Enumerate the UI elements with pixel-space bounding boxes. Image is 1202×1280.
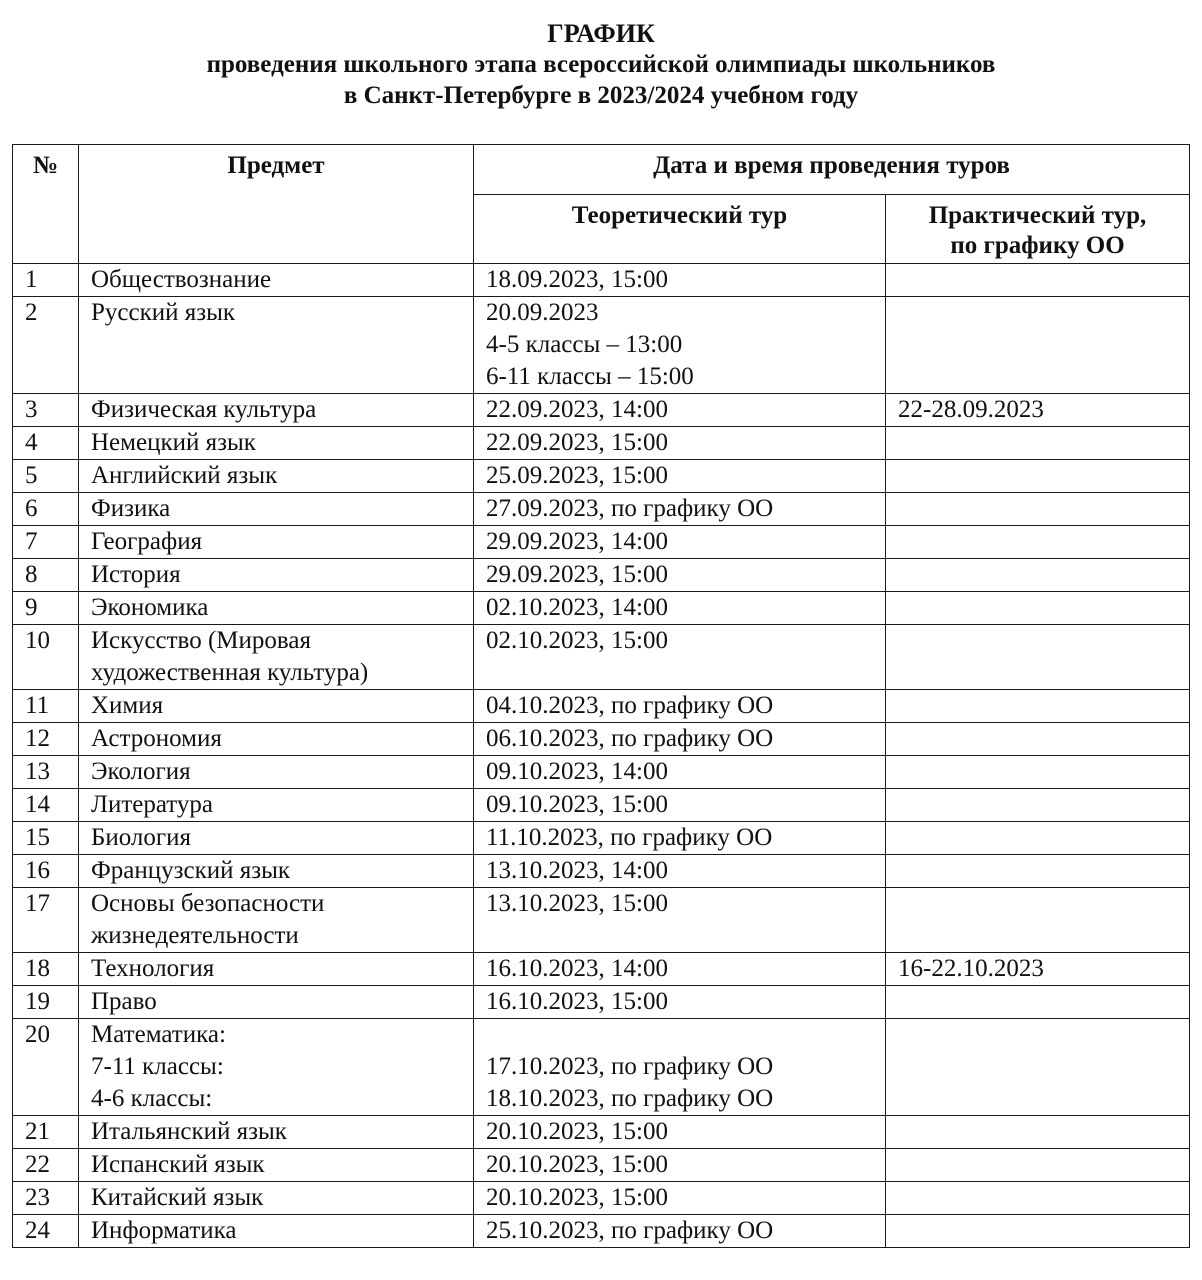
subject-cell xyxy=(79,1215,474,1248)
row-number: 24 xyxy=(13,1215,79,1248)
table-row xyxy=(13,888,1190,953)
practice-date-cell xyxy=(886,855,1190,888)
row-number: 3 xyxy=(13,394,79,427)
row-number: 23 xyxy=(13,1182,79,1215)
table-row xyxy=(13,559,1190,592)
subject-line: Химия xyxy=(91,692,164,719)
theory-date-line: 13.10.2023, 14:00 xyxy=(486,857,668,884)
row-number: 14 xyxy=(13,789,79,822)
column-header-number: № xyxy=(13,145,79,264)
theory-date-line xyxy=(486,1019,885,1051)
subject-cell xyxy=(79,493,474,526)
row-number: 15 xyxy=(13,822,79,855)
theory-date-cell xyxy=(474,953,886,986)
theory-date-line: 25.09.2023, 15:00 xyxy=(486,462,668,489)
row-number: 10 xyxy=(13,625,79,690)
subject-line: 7-11 классы: xyxy=(91,1053,224,1080)
practice-date-cell xyxy=(886,427,1190,460)
theory-date-line: 22.09.2023, 15:00 xyxy=(486,429,668,456)
theory-date-line: 09.10.2023, 14:00 xyxy=(486,758,668,785)
practice-date-cell xyxy=(886,1116,1190,1149)
theory-date-line: 20.10.2023, 15:00 xyxy=(486,1184,668,1211)
subject-cell xyxy=(79,690,474,723)
table-row xyxy=(13,822,1190,855)
row-number: 2 xyxy=(13,297,79,394)
row-number: 22 xyxy=(13,1149,79,1182)
row-number: 12 xyxy=(13,723,79,756)
row-number: 20 xyxy=(13,1019,79,1116)
subject-cell xyxy=(79,789,474,822)
theory-date-cell xyxy=(474,592,886,625)
row-number: 17 xyxy=(13,888,79,953)
schedule-table xyxy=(12,144,1190,1248)
table-row xyxy=(13,953,1190,986)
theory-date-cell xyxy=(474,789,886,822)
theory-date-line: 02.10.2023, 15:00 xyxy=(486,627,668,654)
row-number: 5 xyxy=(13,460,79,493)
theory-date-line: 6-11 классы – 15:00 xyxy=(486,363,694,390)
theory-date-line: 18.09.2023, 15:00 xyxy=(486,266,668,293)
theory-date-cell xyxy=(474,888,886,953)
subject-cell xyxy=(79,559,474,592)
table-row xyxy=(13,789,1190,822)
theory-date-line: 09.10.2023, 15:00 xyxy=(486,791,668,818)
practice-date-cell xyxy=(886,822,1190,855)
theory-date-cell xyxy=(474,427,886,460)
theory-date-cell xyxy=(474,394,886,427)
table-row xyxy=(13,460,1190,493)
subject-cell xyxy=(79,756,474,789)
subject-cell xyxy=(79,1019,474,1116)
column-header-theory: Теоретический тур xyxy=(474,195,886,264)
document-heading xyxy=(0,18,1202,111)
subject-line: Литература xyxy=(91,791,213,818)
subject-cell xyxy=(79,1182,474,1215)
table-row xyxy=(13,1116,1190,1149)
theory-date-cell xyxy=(474,986,886,1019)
subject-line: География xyxy=(91,528,203,555)
theory-date-line: 20.10.2023, 15:00 xyxy=(486,1151,668,1178)
theory-date-line: 16.10.2023, 15:00 xyxy=(486,988,668,1015)
row-number: 4 xyxy=(13,427,79,460)
practice-date-cell xyxy=(886,264,1190,297)
practice-date-cell xyxy=(886,690,1190,723)
subject-line: Физика xyxy=(91,495,171,522)
subject-cell xyxy=(79,822,474,855)
theory-date-cell xyxy=(474,460,886,493)
theory-date-cell xyxy=(474,297,886,394)
theory-date-cell xyxy=(474,723,886,756)
subject-cell xyxy=(79,526,474,559)
theory-date-line: 18.10.2023, по графику ОО xyxy=(486,1085,774,1112)
table-row xyxy=(13,493,1190,526)
theory-date-cell xyxy=(474,756,886,789)
subject-cell xyxy=(79,986,474,1019)
column-header-datetime: Дата и время проведения туров xyxy=(474,145,1190,195)
practice-date-cell: 16-22.10.2023 xyxy=(886,953,1190,986)
theory-date-cell xyxy=(474,559,886,592)
theory-date-cell xyxy=(474,822,886,855)
theory-date-line: 20.09.2023 xyxy=(486,299,599,326)
table-row xyxy=(13,1215,1190,1248)
row-number: 7 xyxy=(13,526,79,559)
subject-line: Основы безопасности xyxy=(91,890,325,917)
schedule-table-body xyxy=(13,264,1190,1248)
table-row xyxy=(13,1019,1190,1116)
row-number: 18 xyxy=(13,953,79,986)
subject-line: Экология xyxy=(91,758,191,785)
table-row xyxy=(13,297,1190,394)
theory-date-line: 17.10.2023, по графику ОО xyxy=(486,1053,774,1080)
theory-date-cell xyxy=(474,1215,886,1248)
subject-line: 4-6 классы: xyxy=(91,1085,213,1112)
row-number: 13 xyxy=(13,756,79,789)
theory-date-line: 13.10.2023, 15:00 xyxy=(486,890,668,917)
practice-date-cell xyxy=(886,723,1190,756)
row-number: 16 xyxy=(13,855,79,888)
practice-date-cell xyxy=(886,592,1190,625)
row-number: 9 xyxy=(13,592,79,625)
subject-line: Обществознание xyxy=(91,266,272,293)
practice-date-cell xyxy=(886,986,1190,1019)
subject-line: Астрономия xyxy=(91,725,222,752)
theory-date-cell xyxy=(474,264,886,297)
subject-line: Итальянский язык xyxy=(91,1118,287,1145)
subject-line: Английский язык xyxy=(91,462,278,489)
subject-line: жизнедеятельности xyxy=(91,922,299,949)
subject-cell xyxy=(79,427,474,460)
subject-cell xyxy=(79,394,474,427)
subject-line: Биология xyxy=(91,824,192,851)
subject-line: Информатика xyxy=(91,1217,237,1244)
column-header-practice-line-1: Практический тур, xyxy=(928,202,1147,230)
subject-line: Китайский язык xyxy=(91,1184,264,1211)
column-header-practice xyxy=(886,195,1190,264)
subject-cell xyxy=(79,460,474,493)
theory-date-cell xyxy=(474,625,886,690)
document-subtitle-line-2: в Санкт-Петербурге в 2023/2024 учебном году xyxy=(343,82,859,109)
row-number: 19 xyxy=(13,986,79,1019)
table-row xyxy=(13,394,1190,427)
subject-cell xyxy=(79,592,474,625)
subject-cell xyxy=(79,723,474,756)
theory-date-cell xyxy=(474,1019,886,1116)
subject-line: Физическая культура xyxy=(91,396,317,423)
practice-date-cell xyxy=(886,559,1190,592)
row-number: 6 xyxy=(13,493,79,526)
practice-date-cell xyxy=(886,297,1190,394)
subject-line: Искусство (Мировая xyxy=(91,627,311,654)
practice-date-cell xyxy=(886,1182,1190,1215)
subject-line: художественная культура) xyxy=(91,659,369,686)
practice-date-cell xyxy=(886,1019,1190,1116)
row-number: 1 xyxy=(13,264,79,297)
document-title: ГРАФИК xyxy=(547,19,655,48)
theory-date-line: 11.10.2023, по графику ОО xyxy=(486,824,773,851)
row-number: 21 xyxy=(13,1116,79,1149)
subject-cell xyxy=(79,888,474,953)
table-row xyxy=(13,625,1190,690)
theory-date-line: 06.10.2023, по графику ОО xyxy=(486,725,774,752)
row-number: 8 xyxy=(13,559,79,592)
table-row xyxy=(13,1182,1190,1215)
practice-date-cell xyxy=(886,1215,1190,1248)
column-header-subject: Предмет xyxy=(79,145,474,264)
practice-date-cell xyxy=(886,625,1190,690)
subject-cell xyxy=(79,1116,474,1149)
table-row xyxy=(13,264,1190,297)
practice-date-cell xyxy=(886,789,1190,822)
header-row-top xyxy=(13,145,1190,195)
theory-date-cell xyxy=(474,855,886,888)
theory-date-line: 20.10.2023, 15:00 xyxy=(486,1118,668,1145)
practice-date-cell: 22-28.09.2023 xyxy=(886,394,1190,427)
subject-cell xyxy=(79,297,474,394)
table-row xyxy=(13,1149,1190,1182)
theory-date-line: 02.10.2023, 14:00 xyxy=(486,594,668,621)
subject-cell xyxy=(79,264,474,297)
table-row xyxy=(13,756,1190,789)
subject-cell xyxy=(79,625,474,690)
theory-date-line: 29.09.2023, 15:00 xyxy=(486,561,668,588)
practice-date-cell xyxy=(886,1149,1190,1182)
row-number: 11 xyxy=(13,690,79,723)
theory-date-cell xyxy=(474,690,886,723)
subject-cell xyxy=(79,953,474,986)
theory-date-line: 04.10.2023, по графику ОО xyxy=(486,692,774,719)
subject-line: Испанский язык xyxy=(91,1151,265,1178)
theory-date-line: 4-5 классы – 13:00 xyxy=(486,331,683,358)
table-row xyxy=(13,526,1190,559)
table-row xyxy=(13,427,1190,460)
subject-line: Немецкий язык xyxy=(91,429,256,456)
theory-date-line: 16.10.2023, 14:00 xyxy=(486,955,668,982)
table-row xyxy=(13,592,1190,625)
practice-date-cell xyxy=(886,460,1190,493)
subject-cell xyxy=(79,855,474,888)
subject-line: Французский язык xyxy=(91,857,291,884)
practice-date-cell xyxy=(886,493,1190,526)
theory-date-cell xyxy=(474,1116,886,1149)
table-row xyxy=(13,723,1190,756)
theory-date-line: 25.10.2023, по графику ОО xyxy=(486,1217,774,1244)
theory-date-line: 22.09.2023, 14:00 xyxy=(486,396,668,423)
practice-date-cell xyxy=(886,756,1190,789)
subject-cell xyxy=(79,1149,474,1182)
theory-date-line: 27.09.2023, по графику ОО xyxy=(486,495,774,522)
column-header-practice-line-2: по графику ОО xyxy=(950,232,1125,260)
theory-date-line: 29.09.2023, 14:00 xyxy=(486,528,668,555)
subject-line: История xyxy=(91,561,181,588)
subject-line: Экономика xyxy=(91,594,209,621)
document-subtitle-line-1: проведения школьного этапа всероссийской олимпиады школьников xyxy=(206,51,996,78)
subject-line: Русский язык xyxy=(91,299,236,326)
subject-line: Право xyxy=(91,988,157,1015)
theory-date-cell xyxy=(474,493,886,526)
theory-date-cell xyxy=(474,1182,886,1215)
table-row xyxy=(13,986,1190,1019)
subject-line: Технология xyxy=(91,955,215,982)
theory-date-cell xyxy=(474,526,886,559)
subject-line: Математика: xyxy=(91,1021,226,1048)
schedule-table-header xyxy=(13,145,1190,264)
theory-date-cell xyxy=(474,1149,886,1182)
table-row xyxy=(13,855,1190,888)
practice-date-cell xyxy=(886,888,1190,953)
practice-date-cell xyxy=(886,526,1190,559)
table-row xyxy=(13,690,1190,723)
